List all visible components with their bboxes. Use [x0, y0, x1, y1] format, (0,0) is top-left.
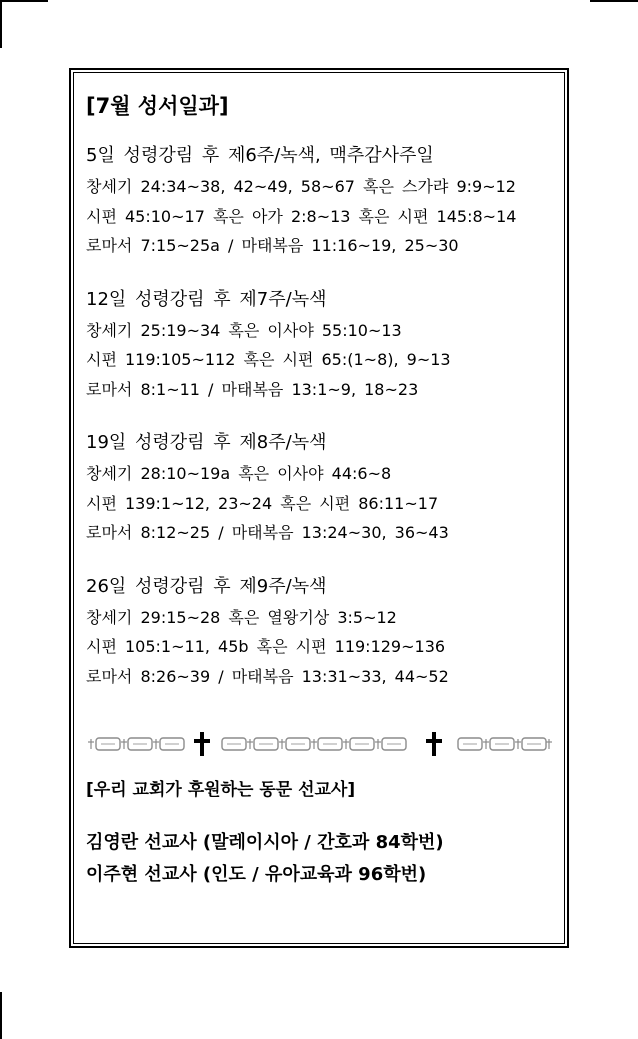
reading-line: 로마서 8:12~25 / 마태복음 13:24~30, 36~43	[86, 523, 449, 542]
reading-line: 시편 105:1~11, 45b 혹은 시편 119:129~136	[86, 637, 446, 656]
week-block	[86, 427, 556, 548]
week-heading: 12일 성령강림 후 제7주/녹색	[86, 288, 327, 310]
reading-line: 로마서 7:15~25a / 마태복음 11:16~19, 25~30	[86, 236, 459, 255]
week-block	[86, 140, 556, 261]
crop-mark-top-left-horizontal	[0, 0, 48, 2]
reading-line: 로마서 8:1~11 / 마태복음 13:1~9, 18~23	[86, 379, 419, 399]
reading-line: 시편 45:10~17 혹은 아가 2:8~13 혹은 시편 145:8~14	[86, 206, 517, 226]
week-heading: 19일 성령강림 후 제8주/녹색	[86, 432, 327, 453]
lectionary-section	[86, 90, 556, 714]
reading-line: 창세기 29:15~28 혹은 열왕기상 3:5~12	[86, 607, 397, 627]
page-title: [7월 성서일과]	[86, 94, 229, 118]
crop-mark-top-right-horizontal	[590, 0, 638, 2]
week-heading: 5일 성령강림 후 제6주/녹색, 맥추감사주일	[86, 145, 434, 166]
reading-line: 시편 139:1~12, 23~24 혹은 시편 86:11~17	[86, 493, 439, 513]
cross-chain-divider-icon	[86, 730, 552, 758]
reading-line: 창세기 28:10~19a 혹은 이사야 44:6~8	[86, 464, 392, 483]
missionary-item: 이주현 선교사 (인도 / 유아교육과 96학번)	[86, 864, 427, 885]
week-block	[86, 571, 556, 692]
reading-line: 창세기 24:34~38, 42~49, 58~67 혹은 스가랴 9:9~12	[86, 177, 516, 196]
missionary-item: 김영란 선교사 (말레이시아 / 간호과 84학번)	[86, 832, 444, 853]
missionaries-list	[86, 827, 444, 891]
missionaries-title: [우리 교회가 후원하는 동문 선교사]	[86, 780, 356, 800]
reading-line: 창세기 25:19~34 혹은 이사야 55:10~13	[86, 320, 402, 340]
reading-line: 로마서 8:26~39 / 마태복음 13:31~33, 44~52	[86, 666, 449, 686]
week-block	[86, 284, 556, 405]
week-heading: 26일 성령강림 후 제9주/녹색	[86, 575, 327, 597]
crop-mark-top-left-vertical	[0, 0, 2, 48]
crop-mark-bottom-left-vertical	[0, 992, 2, 1039]
reading-line: 시편 119:105~112 혹은 시편 65:(1~8), 9~13	[86, 350, 451, 369]
